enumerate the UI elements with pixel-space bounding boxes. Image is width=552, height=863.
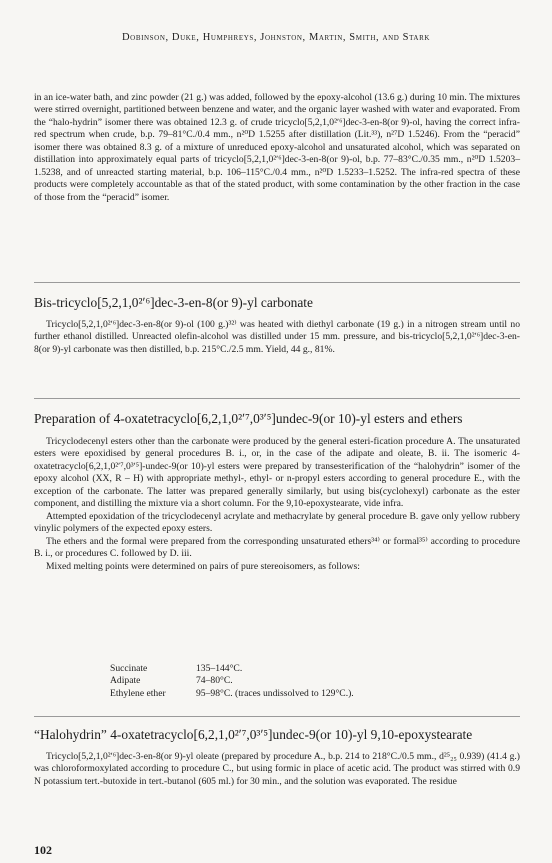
section-heading: Bis-tricyclo[5,2,1,0²ʹ⁶]dec-3-en-8(or 9)-yl carbonate: [34, 295, 313, 310]
intro-paragraph: in an ice-water bath, and zinc powder (21 g.) was added, followed by the epoxy-alcohol (13.6 g.) during 10 min. The mixtures were stirred overnight, partitioned between benzene and water, and the organic layer washed with water and evaporated. From the “halo-hydrin” isomer there was obtained 12.3 g. of crude tricyclo[5,2,1,0²ʹ⁶]dec-3-en-8(or 9)-ol, having the correct infra-red spectrum when crude, b.p. 79–81°C./0.4 mm., n²⁰D 1.5255 after distillation (Lit.³³), n²⁷D 1.5246). From the “peracid” isomer there was obtained 8.3 g. of a mixture of unreduced epoxy-alcohol and unsaturated alcohol, which was separated on distillation into approximately equal parts of tricyclo[5,2,1,0²ʹ⁶]dec-3-en-8(or 9)-ol, b.p. 77–83°C./0.35 mm., n²⁰D 1.5203–1.5238, and of unreacted starting material, b.p. 106–115°C./0.4 mm., n²⁰D 1.5233–1.5252. The infra-red spectra of these products were completely accountable as that of the stated product, with some contamination by the other fraction in the case of those from the “peracid” isomer.: [34, 92, 520, 203]
melting-point-table: [110, 663, 354, 700]
section-divider: [34, 716, 520, 717]
melting-range: 135–144°C.: [196, 663, 243, 674]
running-head: Dobinson, Duke, Humphreys, Johnston, Martin, Smith, and Stark: [121, 32, 431, 43]
section-paragraph: Mixed melting points were determined on pairs of pure stereoisomers, as follows:: [46, 560, 360, 572]
section-heading: “Halohydrin” 4-oxatetracyclo[6,2,1,0²ʹ⁷,0³ʹ⁵]undec-9(or 10)-yl 9,10-epoxystearate: [34, 727, 473, 742]
section-paragraph: Tricyclo[5,2,1,0²ʹ⁶]dec-3-en-8(or 9)-yl oleate (prepared by procedure A., b.p. 214 to 218°C./0.5 mm., d²⁵₂₅ 0.939) (41.4 g.) was chloroformoxylated according to procedure C., but using formic in place of acetic acid. The product was stirred with 0.9 N potassium tert.-butoxide in tert.-butanol (605 ml.) for 30 min., and the solution was evaporated. The residue: [34, 751, 520, 787]
melting-range: 95–98°C. (traces undissolved to 129°C.).: [196, 687, 354, 699]
section-epoxystearate: [34, 726, 520, 788]
compound-name: Adipate: [110, 675, 141, 687]
section-esters-ethers: [34, 410, 520, 573]
section-carbonate: [34, 294, 520, 356]
section-paragraph: Attempted epoxidation of the tricyclodecenyl acrylate and methacrylate by general procedure B. gave only yellow rubbery vinylic polymers of the expected epoxy esters.: [34, 510, 520, 535]
table-row: [110, 688, 354, 700]
section-divider: [34, 282, 520, 283]
melting-range: 74–80°C.: [196, 675, 233, 687]
section-paragraph: The ethers and the formal were prepared from the corresponding unsaturated ethers³⁴⁾ or formal³⁵⁾ according to procedure B. i., or procedures C. followed by D. iii.: [34, 535, 520, 560]
table-row: [110, 675, 354, 687]
section-divider: [34, 398, 520, 399]
intro-block: [34, 92, 520, 204]
compound-name: Succinate: [110, 663, 148, 674]
section-paragraph: Tricyclo[5,2,1,0²ʹ⁶]dec-3-en-8(or 9)-ol (100 g.)³²⁾ was heated with diethyl carbonate (19 g.) in a nitrogen stream until no further ethanol distilled. Unreacted olefin-alcohol was distilled under 15 mm. pressure, and bis-tricyclo[5,2,1,0²ʹ⁶]dec-3-en-8(or 9)-yl carbonate was then distilled, b.p. 215°C./2.5 mm. Yield, 44 g., 81%.: [34, 319, 520, 355]
compound-name: Ethylene ether: [110, 687, 166, 699]
page-number: 102: [34, 843, 52, 857]
table-row: [110, 663, 354, 675]
section-paragraph: Tricyclodecenyl esters other than the carbonate were produced by the general esteri-fication procedure A. The unsaturated esters were epoxidised by general procedures B. i., or, in the case of the adipate and oleate, B. ii. The isomeric 4-oxatetracyclo[6,2,1,0²ʹ⁷,0³ʹ⁵]-undec-9(or 10)-yl esters were prepared by transesterification of the “halohydrin” isomer of the epoxy alcohol (XX, R – H) with appropriate methyl-, ethyl- or n-propyl esters according to general procedure E., with the exception of the carbonate. The latter was prepared generally similarly, but using bis(cyclohexyl) carbonate as the ester component, and distilling the mixture via a short column. For the 9,10-epoxystearate, vide infra.: [34, 436, 520, 510]
section-heading: Preparation of 4-oxatetracyclo[6,2,1,0²ʹ⁷,0³ʹ⁵]undec-9(or 10)-yl esters and ethers: [34, 411, 463, 426]
